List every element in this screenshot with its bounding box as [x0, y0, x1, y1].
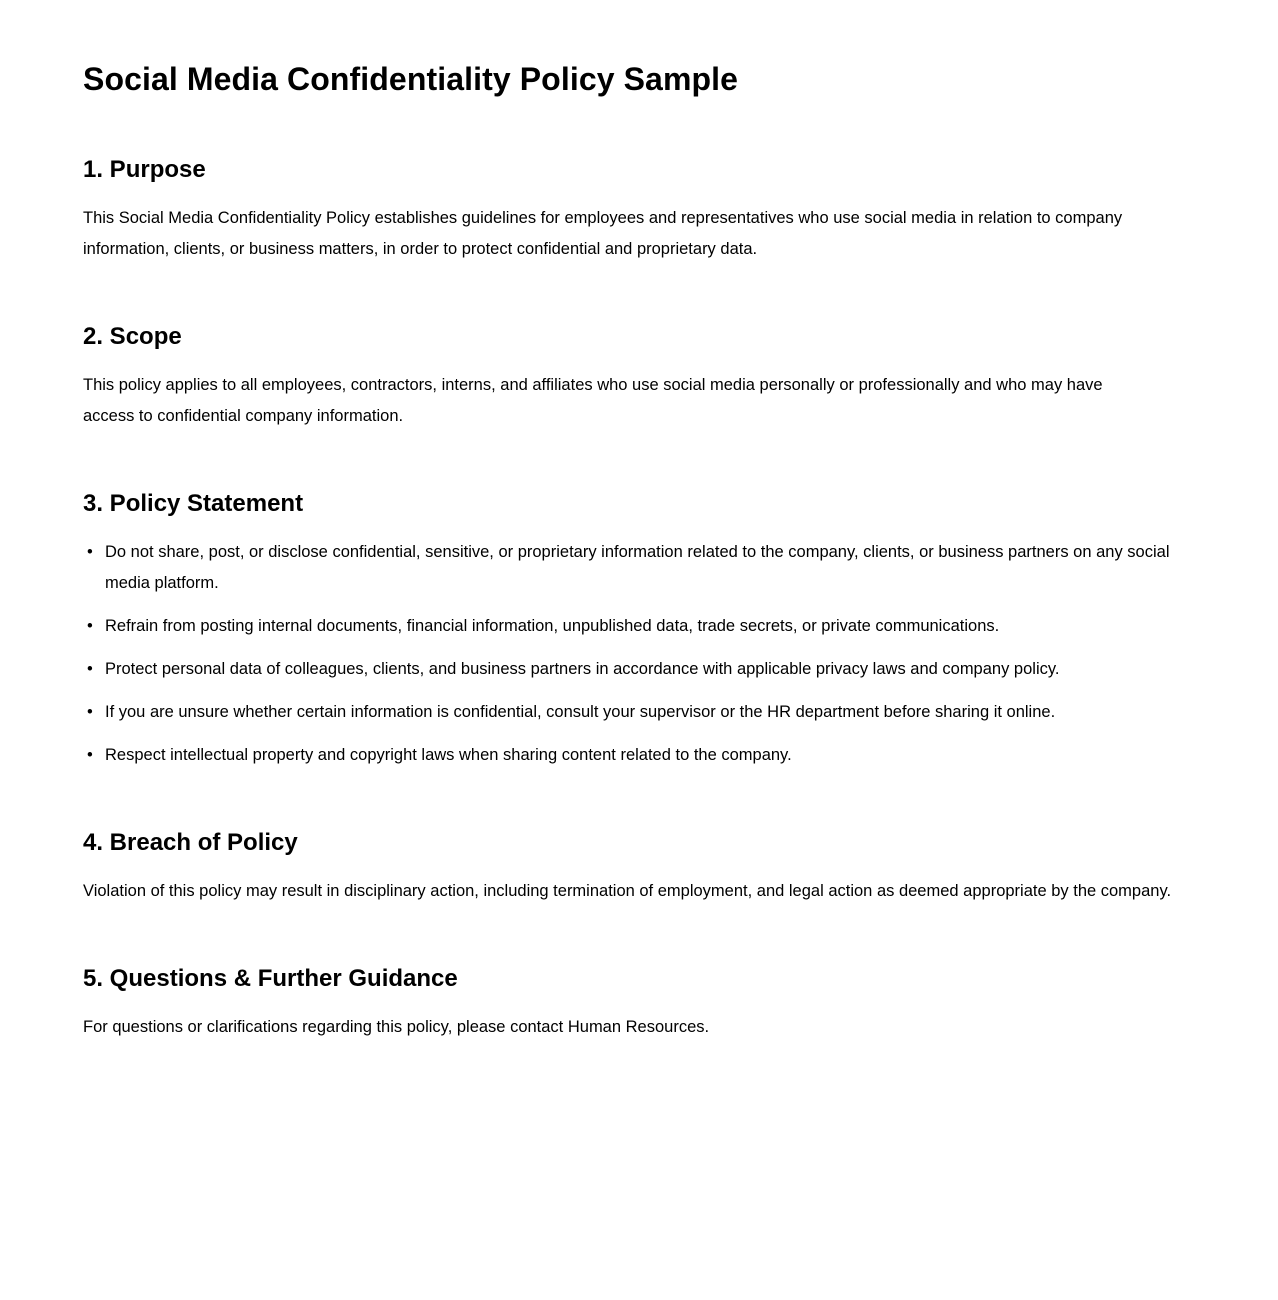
policy-statement-list — [83, 537, 1185, 771]
bullet-icon: • — [87, 703, 93, 722]
section-heading-questions-further-guidance: 5. Questions & Further Guidance — [83, 965, 458, 993]
bullet-icon: • — [87, 543, 93, 562]
list-item-text: Respect intellectual property and copyright laws when sharing content related to the company. — [105, 746, 792, 765]
list-item-text: Do not share, post, or disclose confidential, sensitive, or proprietary information related to the company, clients, or business partners on any social media platform. — [105, 543, 1170, 593]
section-heading-purpose: 1. Purpose — [83, 156, 206, 184]
list-item-text: Protect personal data of colleagues, clients, and business partners in accordance with applicable privacy laws and company policy. — [105, 660, 1060, 679]
section-scope — [83, 322, 1185, 432]
bullet-icon: • — [87, 660, 93, 679]
section-purpose — [83, 155, 1185, 265]
section-paragraph-purpose: This Social Media Confidentiality Policy establishes guidelines for employees and representatives who use social media in relation to company information, clients, or business matters, in order to protect confidential and proprietary data. — [83, 209, 1123, 259]
bullet-icon: • — [87, 746, 93, 765]
section-heading-scope: 2. Scope — [83, 323, 182, 351]
list-item — [83, 537, 1185, 599]
list-item — [83, 611, 1185, 642]
list-item — [83, 740, 1185, 771]
section-paragraph-breach-of-policy: Violation of this policy may result in disciplinary action, including termination of employment, and legal action as deemed appropriate by the company. — [83, 882, 1172, 901]
section-heading-breach-of-policy: 4. Breach of Policy — [83, 829, 298, 857]
page-title: Social Media Confidentiality Policy Sample — [83, 61, 739, 97]
list-item-text: Refrain from posting internal documents, financial information, unpublished data, trade secrets, or private communications. — [105, 617, 1000, 636]
section-breach-of-policy — [83, 828, 1185, 907]
list-item — [83, 654, 1185, 685]
section-paragraph-scope: This policy applies to all employees, contractors, interns, and affiliates who use social media personally or professionally and who may have access to confidential company information. — [83, 376, 1103, 426]
section-heading-policy-statement: 3. Policy Statement — [83, 490, 304, 518]
section-paragraph-questions-further-guidance: For questions or clarifications regarding this policy, please contact Human Resources. — [83, 1018, 710, 1037]
list-item-text: If you are unsure whether certain information is confidential, consult your supervisor or the HR department before sharing it online. — [105, 703, 1056, 722]
section-policy-statement — [83, 489, 1185, 771]
section-questions-further-guidance — [83, 964, 1185, 1043]
list-item — [83, 697, 1185, 728]
bullet-icon: • — [87, 617, 93, 636]
